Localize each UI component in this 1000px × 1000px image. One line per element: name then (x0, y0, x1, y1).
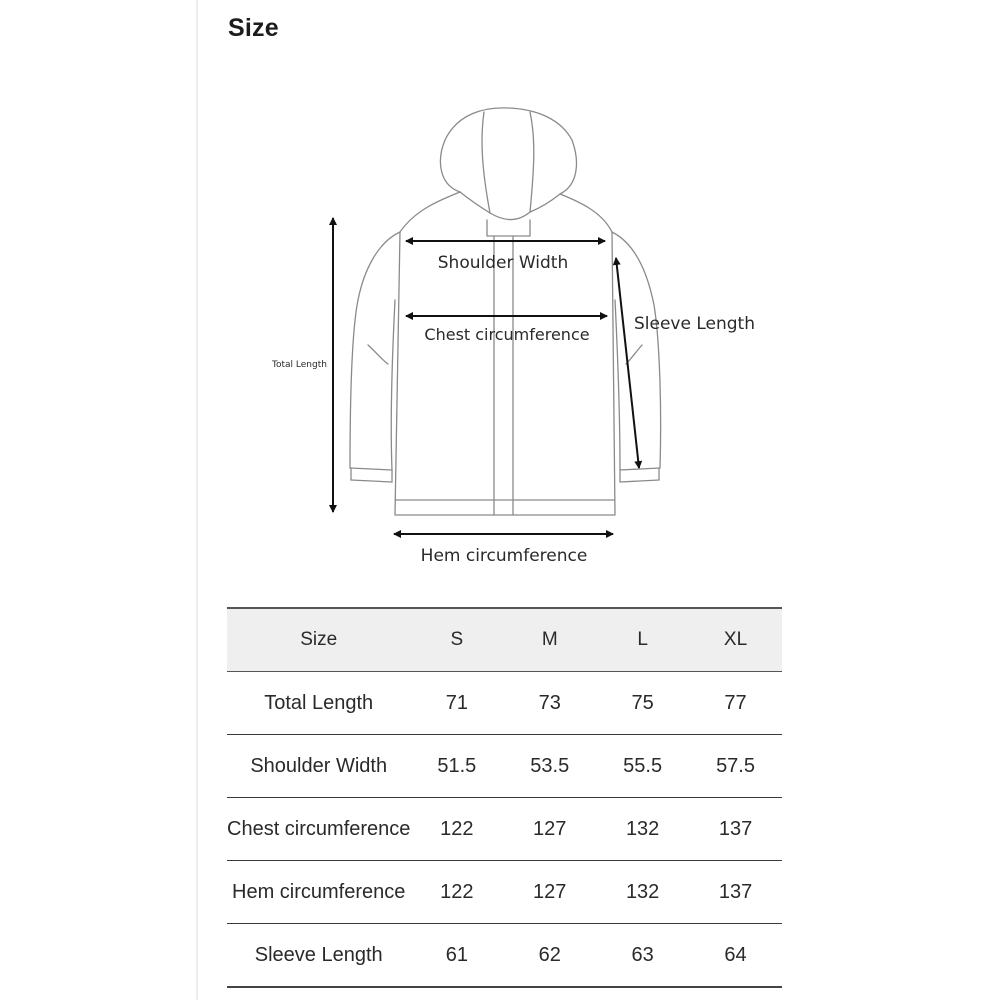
row-label-sleeve-length: Sleeve Length (227, 924, 410, 988)
table-cell: 127 (503, 861, 596, 924)
table-cell: 77 (689, 672, 782, 735)
row-label-hem-circumference: Hem circumference (227, 861, 410, 924)
table-cell: 63 (596, 924, 689, 988)
table-cell: 137 (689, 861, 782, 924)
chest-circumference-label: Chest circumference (424, 325, 590, 344)
table-cell: 122 (410, 861, 503, 924)
table-header-xl: XL (689, 608, 782, 672)
table-cell: 75 (596, 672, 689, 735)
sleeve-length-label: Sleeve Length (634, 314, 755, 334)
size-table (227, 607, 782, 988)
table-cell: 61 (410, 924, 503, 988)
table-row (227, 672, 782, 735)
table-header-m: M (503, 608, 596, 672)
table-header-l: L (596, 608, 689, 672)
row-label-shoulder-width: Shoulder Width (227, 735, 410, 798)
table-row (227, 924, 782, 988)
page-title: Size (228, 14, 279, 42)
row-label-chest-circumference: Chest circumference (227, 798, 410, 861)
table-cell: 55.5 (596, 735, 689, 798)
table-row (227, 735, 782, 798)
table-row (227, 861, 782, 924)
table-cell: 127 (503, 798, 596, 861)
table-cell: 53.5 (503, 735, 596, 798)
row-label-total-length: Total Length (227, 672, 410, 735)
shoulder-width-label: Shoulder Width (437, 253, 569, 273)
table-cell: 71 (410, 672, 503, 735)
table-row (227, 798, 782, 861)
table-cell: 132 (596, 861, 689, 924)
table-cell: 122 (410, 798, 503, 861)
table-cell: 51.5 (410, 735, 503, 798)
total-length-label: Total Length (272, 360, 327, 370)
table-cell: 73 (503, 672, 596, 735)
table-cell: 57.5 (689, 735, 782, 798)
table-cell: 137 (689, 798, 782, 861)
table-cell: 64 (689, 924, 782, 988)
table-cell: 62 (503, 924, 596, 988)
jacket-outline (350, 108, 661, 515)
hem-circumference-label: Hem circumference (420, 546, 588, 566)
table-cell: 132 (596, 798, 689, 861)
table-header-row (227, 608, 782, 672)
table-header-size: Size (227, 608, 410, 672)
table-header-s: S (410, 608, 503, 672)
